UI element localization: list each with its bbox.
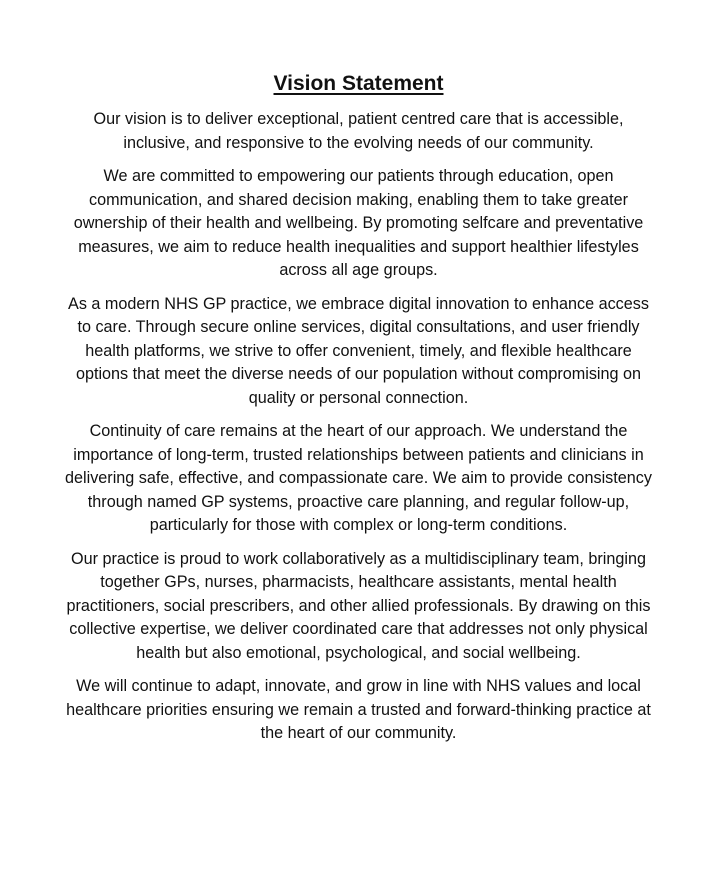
document-title: Vision Statement (273, 72, 444, 95)
paragraph-vision: Our vision is to deliver exceptional, patient centred care that is accessible, inclusive, and responsive to the evolving needs of our community. (93, 110, 624, 152)
paragraph-digital: As a modern NHS GP practice, we embrace digital innovation to enhance access to care. Through secure online services, digital consultations, and user friendly health platforms, we strive to offer convenient, timely, and flexible healthcare options that meet the diverse needs of our population without compromising on quality or personal connection. (68, 294, 649, 407)
document-page[interactable] (60, 70, 657, 756)
paragraph-commitment: We will continue to adapt, innovate, and grow in line with NHS values and local healthcare priorities ensuring we remain a trusted and forward-thinking practice at the heart of our community. (66, 677, 651, 742)
paragraph-team: Our practice is proud to work collaboratively as a multidisciplinary team, bringing together GPs, nurses, pharmacists, healthcare assistants, mental health practitioners, social prescribers, and other allied professionals. By drawing on this collective expertise, we deliver coordinated care that addresses not only physical health but also emotional, psychological, and social wellbeing. (66, 549, 651, 662)
paragraph-empowerment: We are committed to empowering our patients through education, open communication, and shared decision making, enabling them to take greater ownership of their health and wellbeing. By promoting selfcare and preventative measures, we aim to reduce health inequalities and support healthier lifestyles across all age groups. (73, 167, 644, 279)
paragraph-continuity: Continuity of care remains at the heart of our approach. We understand the importance of long-term, trusted relationships between patients and clinicians in delivering safe, effective, and compassionate care. We aim to provide consistency through named GP systems, proactive care planning, and regular follow-up, particularly for those with complex or long-term conditions. (65, 422, 652, 534)
